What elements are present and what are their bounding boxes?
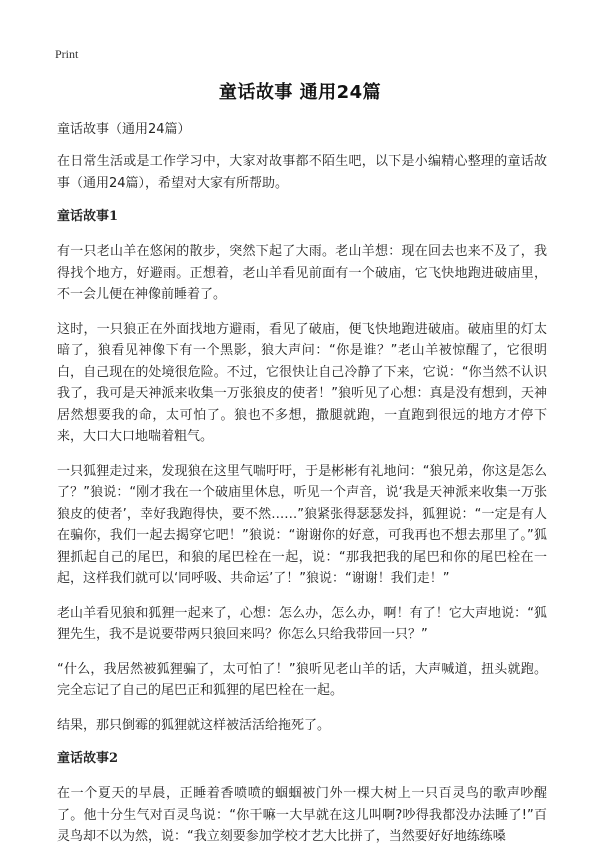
print-link[interactable]: Print xyxy=(55,47,79,61)
story1-paragraph: 一只狐狸走过来，发现狼在这里气喘吁吁，于是彬彬有礼地问：“狼兄弟，你这是怎么了？”狼说：“刚才我在一个破庙里休息，听见一个声音，说‘我是天神派来收集一万张狼皮的使者’，幸好我跑得快，要不然……”狼紧张得瑟瑟发抖，狐狸说：“一定是有人在骗你，我们一起去揭穿它吧！”狼说：“谢谢你的好意，可我再也不想去那里了。”狐狸抓起自己的尾巴，和狼的尾巴栓在一起，说：“那我把我的尾巴和你的尾巴栓在一起，这样我们就可以‘同呼吸、共命运’了！”狼说：“谢谢！我们走！” xyxy=(57,463,547,586)
story2-paragraph: 在一个夏天的早晨，正睡着香喷喷的蝈蝈被门外一棵大树上一只百灵鸟的歌声吵醒了。他十分生气对百灵鸟说：“你干嘛一大早就在这儿叫啊?吵得我都没办法睡了!”百灵鸟却不以为然，说：“我立刻要参加学校才艺大比拼了，当然要好好地练练嗓 xyxy=(57,786,547,844)
story1-paragraph: “什么，我居然被狐狸骗了，太可怕了！”狼听见老山羊的话，大声喊道，扭头就跑。完全忘记了自己的尾巴正和狐狸的尾巴栓在一起。 xyxy=(57,661,547,698)
intro-paragraph: 在日常生活或是工作学习中，大家对故事都不陌生吧，以下是小编精心整理的童话故事（通用24篇），希望对大家有所帮助。 xyxy=(57,154,547,191)
story1-heading: 童话故事1 xyxy=(57,209,119,224)
page-title: 童话故事 通用24篇 xyxy=(218,82,382,103)
story1-paragraph: 老山羊看见狼和狐狸一起来了，心想：怎么办，怎么办，啊！有了！它大声地说：“狐狸先生，我不是说要带两只狼回来吗？你怎么只给我带回一只？” xyxy=(57,605,547,642)
story1-paragraph: 这时，一只狼正在外面找地方避雨，看见了破庙，便飞快地跑进破庙。破庙里的灯太暗了，狼看见神像下有一个黑影，狼大声问：“你是谁？”老山羊被惊醒了，它很明白，自己现在的处境很危险。不过，它很快让自己冷静了下来，它说：“你当然不认识我了，我可是天神派来收集一万张狼皮的使者！”狼听见了心想：真是没有想到，天神居然想要我的命，太可怕了。狼也不多想，撒腿就跑，一直跑到很远的地方才停下来，大口大口地喘着粗气。 xyxy=(57,321,547,444)
article-subtitle: 童话故事（通用24篇） xyxy=(57,122,191,137)
story1-paragraph: 结果，那只倒霉的狐狸就这样被活活给拖死了。 xyxy=(57,717,331,733)
story1-paragraph: 有一只老山羊在悠闲的散步，突然下起了大雨。老山羊想：现在回去也来不及了，我得找个地方，好避雨。正想着，老山羊看见前面有一个破庙，它飞快地跑进破庙里，不一会儿便在神像前睡着了。 xyxy=(57,244,547,302)
article-body xyxy=(57,120,547,861)
story2-heading: 童话故事2 xyxy=(57,751,119,766)
